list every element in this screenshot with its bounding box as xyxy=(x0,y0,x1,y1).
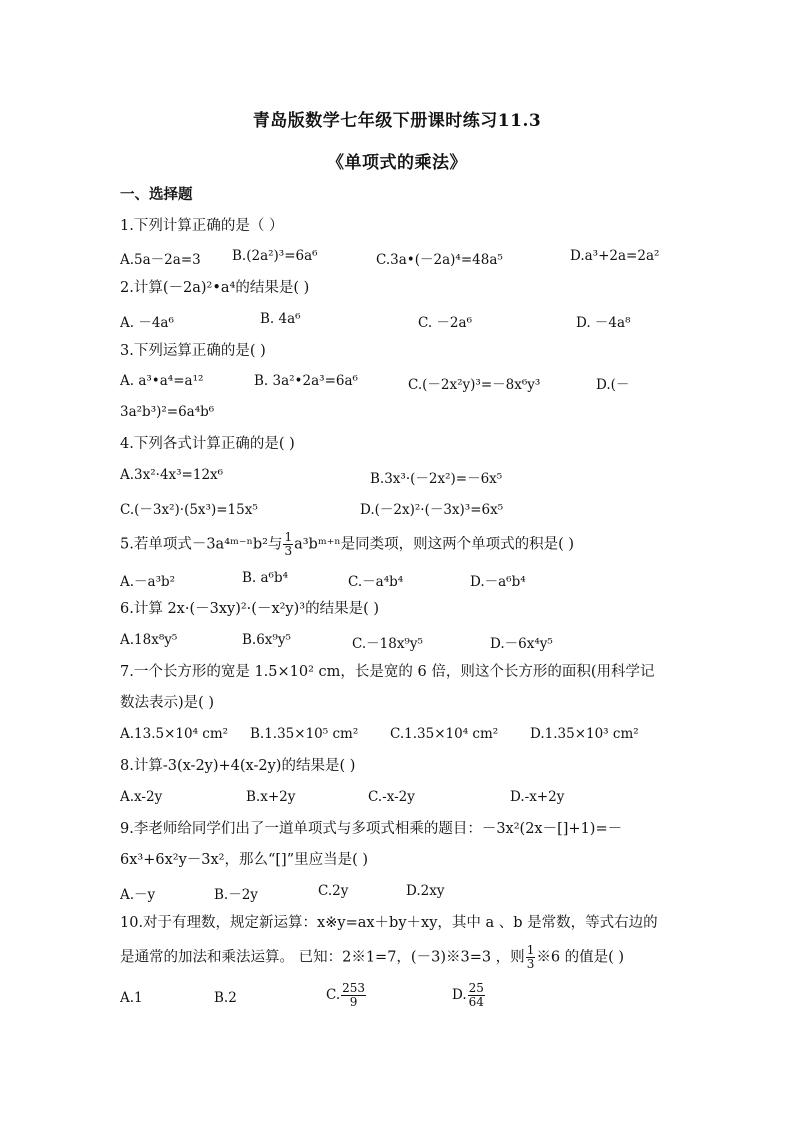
q4-option-d[interactable]: D.(－2x)²·(－3x)³=6x⁵ xyxy=(360,502,504,518)
q10-option-c-numerator: 253 xyxy=(342,981,366,995)
q4-option-b[interactable]: B.3x³·(－2x²)=－6x⁵ xyxy=(370,471,503,487)
q3-option-d[interactable]: D.(－ xyxy=(596,377,630,393)
q6-option-d[interactable]: D.－6x⁴y⁵ xyxy=(490,636,553,652)
q7-option-c[interactable]: C.1.35×10⁴ cm² xyxy=(390,726,499,742)
q10-option-c-denominator: 9 xyxy=(349,995,358,1009)
page-title: 青岛版数学七年级下册课时练习11.3 xyxy=(252,111,542,131)
q10-option-c[interactable] xyxy=(326,982,367,1009)
q10-option-d[interactable] xyxy=(452,982,486,1009)
q3-option-a[interactable]: A. a³•a⁴=a¹² xyxy=(120,373,204,389)
section-heading: 一、选择题 xyxy=(120,186,193,203)
question-7-stem-continued: 数法表示)是( ) xyxy=(120,695,215,711)
q9-option-c[interactable]: C.2y xyxy=(318,883,349,899)
q10-fraction-denominator: 3 xyxy=(526,957,535,971)
question-10-stem-continued xyxy=(120,944,624,971)
question-2-stem: 2.计算(－2a)²•a⁴的结果是( ) xyxy=(120,280,310,296)
q5-stem-part-2: a³bᵐ⁺ⁿ是同类项，则这两个单项式的积是( ) xyxy=(294,536,575,553)
question-9-stem-continued: 6x³+6x²y－3x²，那么“[]”里应当是( ) xyxy=(120,852,369,868)
q3-option-c[interactable]: C.(－2x²y)³=－8x⁶y³ xyxy=(408,377,541,393)
q8-option-c[interactable]: C.-x-2y xyxy=(368,789,415,805)
q2-option-a[interactable]: A. －4a⁶ xyxy=(120,315,174,331)
q2-option-d[interactable]: D. －4a⁸ xyxy=(576,315,631,331)
q5-option-b[interactable]: B. a⁶b⁴ xyxy=(242,570,289,586)
question-5-stem xyxy=(120,531,574,558)
question-3-stem: 3.下列运算正确的是( ) xyxy=(120,343,266,359)
q10-option-c-fraction xyxy=(341,982,366,1009)
q10-option-a[interactable]: A.1 xyxy=(120,990,143,1006)
q1-option-d[interactable]: D.a³+2a=2a² xyxy=(570,248,660,264)
q10-cont-part-2: ※6 的值是( ) xyxy=(536,949,625,966)
q7-option-a[interactable]: A.13.5×10⁴ cm² xyxy=(120,726,229,742)
q8-option-a[interactable]: A.x-2y xyxy=(120,789,163,805)
q9-option-d[interactable]: D.2xy xyxy=(406,883,445,899)
q6-option-b[interactable]: B.6x⁹y⁵ xyxy=(242,632,291,648)
q10-option-c-letter: C. xyxy=(326,987,341,1003)
q10-option-d-denominator: 64 xyxy=(468,995,484,1009)
q5-fraction xyxy=(283,531,293,558)
question-9-stem: 9.李老师给同学们出了一道单项式与多项式相乘的题目：－3x²(2x－[]+1)=－ xyxy=(120,821,623,837)
q5-stem-part-1: 5.若单项式－3a⁴ᵐ⁻ⁿb²与 xyxy=(120,536,283,553)
q3-option-d-continued: 3a²b³)²=6a⁴b⁶ xyxy=(120,404,215,420)
question-4-stem: 4.下列各式计算正确的是( ) xyxy=(120,436,295,452)
q4-option-a[interactable]: A.3x²·4x³=12x⁶ xyxy=(120,467,224,483)
q1-option-c[interactable]: C.3a•(－2a)⁴=48a⁵ xyxy=(376,252,503,268)
question-8-stem: 8.计算-3(x-2y)+4(x-2y)的结果是( ) xyxy=(120,758,356,774)
q7-option-b[interactable]: B.1.35×10⁵ cm² xyxy=(250,726,359,742)
question-10-stem: 10.对于有理数，规定新运算：x※y=ax＋by＋xy，其中 a 、b 是常数，等式右边的 xyxy=(120,915,658,931)
q9-option-b[interactable]: B.－2y xyxy=(214,887,258,903)
q10-fraction-numerator: 1 xyxy=(526,943,535,957)
q10-option-d-fraction xyxy=(468,982,485,1009)
q10-fraction xyxy=(526,944,536,971)
q5-option-d[interactable]: D.－a⁶b⁴ xyxy=(470,574,526,590)
q5-option-c[interactable]: C.－a⁴b⁴ xyxy=(348,574,404,590)
q10-option-d-letter: D. xyxy=(452,987,467,1003)
page-subtitle: 《单项式的乘法》 xyxy=(327,153,467,173)
q5-fraction-denominator: 3 xyxy=(284,544,293,558)
q10-option-d-numerator: 25 xyxy=(468,981,484,995)
q10-option-b[interactable]: B.2 xyxy=(214,990,237,1006)
q10-cont-part-1: 是通常的加法和乘法运算。 已知：2※1=7，(－3)※3=3 ，则 xyxy=(120,949,525,966)
question-6-stem: 6.计算 2x·(－3xy)²·(－x²y)³的结果是( ) xyxy=(120,601,380,617)
q7-option-d[interactable]: D.1.35×10³ cm² xyxy=(530,726,639,742)
question-7-stem: 7.一个长方形的宽是 1.5×10² cm，长是宽的 6 倍，则这个长方形的面积(用科学记 xyxy=(120,664,655,680)
q9-option-a[interactable]: A.－y xyxy=(120,887,156,903)
q8-option-d[interactable]: D.-x+2y xyxy=(510,789,565,805)
q8-option-b[interactable]: B.x+2y xyxy=(246,789,296,805)
q5-option-a[interactable]: A.－a³b² xyxy=(120,574,176,590)
q5-fraction-numerator: 1 xyxy=(284,530,293,544)
q3-option-b[interactable]: B. 3a²•2a³=6a⁶ xyxy=(254,373,358,389)
q1-option-a[interactable]: A.5a－2a=3 xyxy=(120,252,201,268)
question-1-stem: 1.下列计算正确的是（ ） xyxy=(120,218,284,234)
q2-option-c[interactable]: C. －2a⁶ xyxy=(418,315,472,331)
q1-option-b[interactable]: B.(2a²)³=6a⁶ xyxy=(232,248,318,264)
q2-option-b[interactable]: B. 4a⁶ xyxy=(260,311,301,327)
q6-option-a[interactable]: A.18x⁸y⁵ xyxy=(120,632,178,648)
q6-option-c[interactable]: C.－18x⁹y⁵ xyxy=(352,636,423,652)
q4-option-c[interactable]: C.(－3x²)·(5x³)=15x⁵ xyxy=(120,502,258,518)
